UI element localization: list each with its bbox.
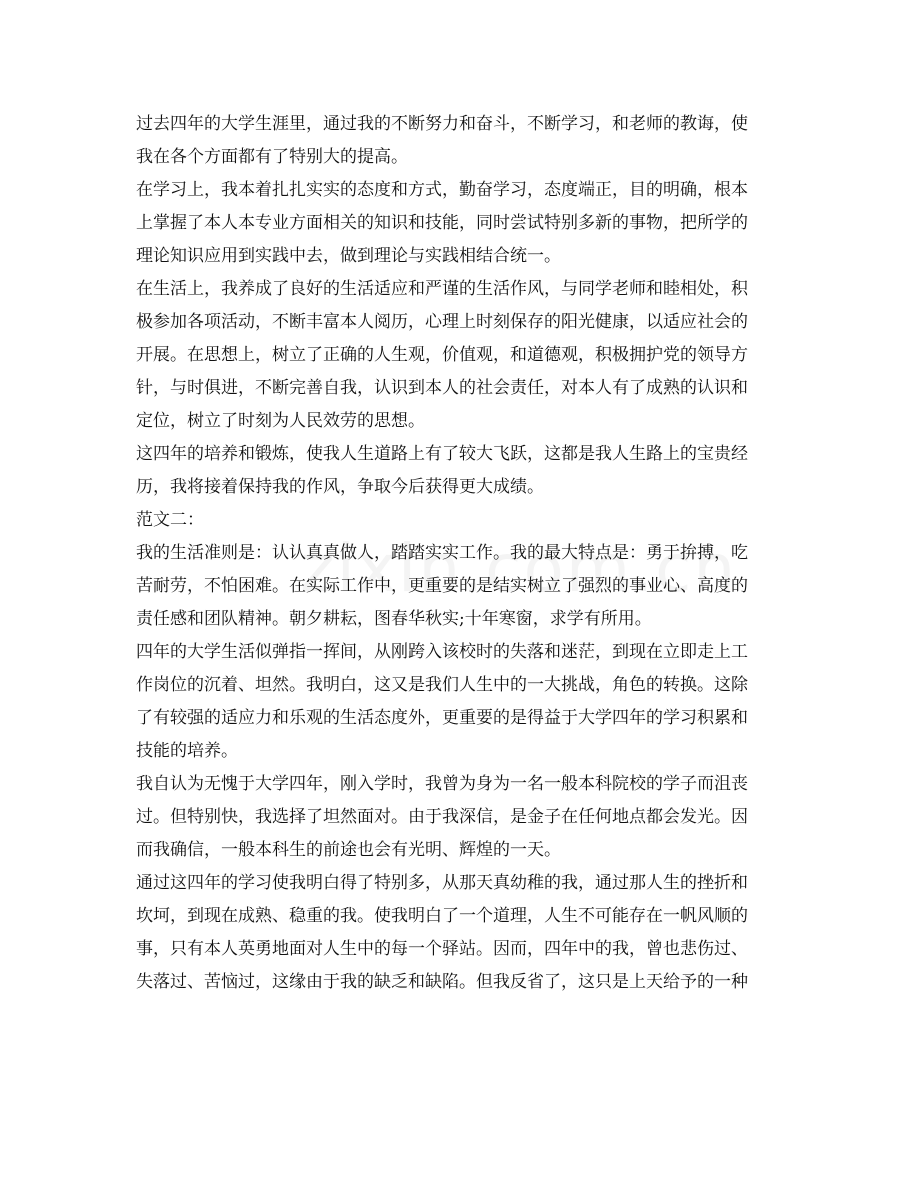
document-body: [136, 108, 788, 999]
text-line: 而我确信，一般本科生的前途也会有光明、辉煌的一天。: [136, 840, 561, 860]
text-line: 上掌握了本人本专业方面相关的知识和技能，同时尝试特别多新的事物，把所学的: [136, 213, 748, 233]
text-line: 在学习上，我本着扎扎实实的态度和方式，勤奋学习，态度端正，目的明确，根本: [136, 180, 748, 200]
paragraph: [136, 438, 788, 504]
text-line: 这四年的培养和锻炼，使我人生道路上有了较大飞跃，这都是我人生路上的宝贵经: [136, 444, 748, 464]
text-line: 我的生活准则是：认认真真做人，踏踏实实工作。我的最大特点是：勇于拚搏，吃: [136, 543, 748, 563]
text-line: 极参加各项活动，不断丰富本人阅历，心理上时刻保存的阳光健康，以适应社会的: [136, 312, 748, 332]
text-line: 历，我将接着保持我的作风，争取今后获得更大成绩。: [136, 477, 544, 497]
text-line: 失落过、苦恼过，这缘由于我的缺乏和缺陷。但我反省了，这只是上天给予的一种: [136, 972, 748, 992]
text-line: 苦耐劳，不怕困难。在实际工作中，更重要的是结实树立了强烈的事业心、高度的: [136, 576, 748, 596]
text-line: 开展。在思想上，树立了正确的人生观，价值观，和道德观，积极拥护党的领导方: [136, 345, 748, 365]
text-line: 四年的大学生活似弹指一挥间，从刚跨入该校时的失落和迷茫，到现在立即走上工: [136, 642, 748, 662]
text-line: 我在各个方面都有了特别大的提高。: [136, 147, 408, 167]
text-line: 过。但特别快，我选择了坦然面对。由于我深信，是金子在任何地点都会发光。因: [136, 807, 748, 827]
text-line: 技能的培养。: [136, 741, 238, 761]
text-line: 过去四年的大学生涯里，通过我的不断努力和奋斗，不断学习，和老师的教诲，使: [136, 114, 748, 134]
text-line: 事，只有本人英勇地面对人生中的每一个驿站。因而，四年中的我，曾也悲伤过、: [136, 939, 748, 959]
paragraph: [136, 108, 788, 174]
paragraph: [136, 867, 788, 999]
text-line: 责任感和团队精神。朝夕耕耘，图春华秋实;十年寒窗，求学有所用。: [136, 609, 652, 629]
text-line: 我自认为无愧于大学四年，刚入学时，我曾为身为一名一般本科院校的学子而沮丧: [136, 774, 748, 794]
paragraph: [136, 537, 788, 636]
text-line: 针，与时俱进，不断完善自我，认识到本人的社会责任，对本人有了成熟的认识和: [136, 378, 748, 398]
text-line: 坎坷，到现在成熟、稳重的我。使我明白了一个道理，人生不可能存在一帆风顺的: [136, 906, 748, 926]
paragraph: [136, 768, 788, 867]
paragraph: [136, 504, 788, 537]
text-line: 定位，树立了时刻为人民效劳的思想。: [136, 411, 425, 431]
text-line: 作岗位的沉着、坦然。我明白，这又是我们人生中的一大挑战，角色的转换。这除: [136, 675, 748, 695]
text-line: 在生活上，我养成了良好的生活适应和严谨的生活作风，与同学老师和睦相处，积: [136, 279, 748, 299]
text-line: 范文二：: [136, 510, 204, 530]
text-line: 了有较强的适应力和乐观的生活态度外，更重要的是得益于大学四年的学习积累和: [136, 708, 748, 728]
paragraph: [136, 273, 788, 438]
text-line: 通过这四年的学习使我明白得了特别多，从那天真幼稚的我，通过那人生的挫折和: [136, 873, 748, 893]
paragraph: [136, 636, 788, 768]
text-line: 理论知识应用到实践中去，做到理论与实践相结合统一。: [136, 246, 561, 266]
paragraph: [136, 174, 788, 273]
